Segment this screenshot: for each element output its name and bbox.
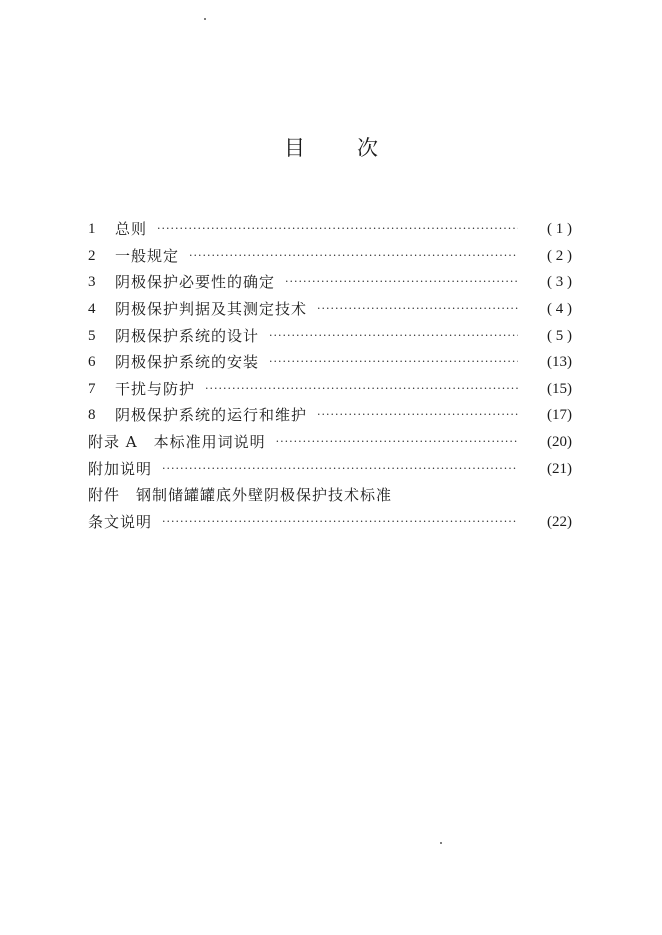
toc-entry-number: 4 [88,301,96,318]
toc-entry-page: ( 4 ) [547,301,572,318]
toc-entry-1[interactable] [88,216,572,243]
toc-leader-dots [157,219,518,239]
toc-leader-dots [189,246,518,266]
toc-entry-7[interactable] [88,376,572,403]
toc-entry-page: (15) [547,380,572,397]
toc-entry-clause-explanation[interactable] [88,509,572,536]
toc-entry-4[interactable] [88,296,572,323]
toc-entry-page: (22) [547,513,572,530]
toc-entry-number: 1 [88,221,96,238]
toc-entry-page: (13) [547,354,572,371]
toc-entry-label: 附加说明 [88,459,153,478]
toc-entry-label: 条文说明 [88,512,153,531]
toc-entry-number: 3 [88,274,96,291]
toc-entry-label: 一般规定 [115,246,180,265]
toc-entry-label: 干扰与防护 [115,379,196,398]
scan-speck [440,842,442,844]
toc-entry-page: (21) [547,460,572,477]
toc-leader-dots [317,299,518,319]
toc-entry-appendix-a[interactable] [88,429,572,456]
toc-entry-label: 阴极保护必要性的确定 [115,273,276,292]
toc-entry-label: 阴极保护系统的安装 [115,353,260,372]
toc-leader-dots [162,512,518,532]
toc-entry-page: ( 3 ) [547,274,572,291]
toc-leader-dots [317,405,518,425]
toc-leader-dots [285,272,518,292]
toc-entry-page: ( 1 ) [547,221,572,238]
toc-entry-6[interactable] [88,349,572,376]
toc-entry-page: (17) [547,407,572,424]
toc-entry-8[interactable] [88,402,572,429]
toc-entry-label: 阴极保护判据及其测定技术 [115,300,308,319]
table-of-contents [88,216,572,535]
toc-entry-number: 5 [88,327,96,344]
scan-speck [204,18,206,20]
toc-entry-page: (20) [547,434,572,451]
title-char-1: 目 [284,136,305,160]
toc-entry-label: 阴极保护系统的设计 [115,326,260,345]
toc-entry-attachment[interactable] [88,482,572,509]
title-char-2: 次 [357,136,378,160]
toc-leader-dots [269,352,518,372]
toc-entry-page: ( 2 ) [547,247,572,264]
toc-entry-additional-notes[interactable] [88,455,572,482]
toc-entry-label: 总则 [115,220,148,239]
toc-entry-number: 2 [88,247,96,264]
toc-leader-dots [205,379,518,399]
toc-entry-label: 附录 A 本标准用词说明 [88,433,266,452]
toc-entry-label: 附件 钢制储罐罐底外壁阴极保护技术标准 [88,486,393,505]
toc-entry-2[interactable] [88,243,572,270]
page-title [0,132,662,162]
toc-leader-dots [162,459,518,479]
toc-entry-5[interactable] [88,322,572,349]
toc-entry-page: ( 5 ) [547,327,572,344]
toc-entry-number: 8 [88,407,96,424]
toc-leader-dots [276,432,518,452]
toc-entry-3[interactable] [88,269,572,296]
toc-entry-label: 阴极保护系统的运行和维护 [115,406,308,425]
toc-entry-number: 6 [88,354,96,371]
toc-entry-number: 7 [88,380,96,397]
toc-leader-dots [269,326,518,346]
